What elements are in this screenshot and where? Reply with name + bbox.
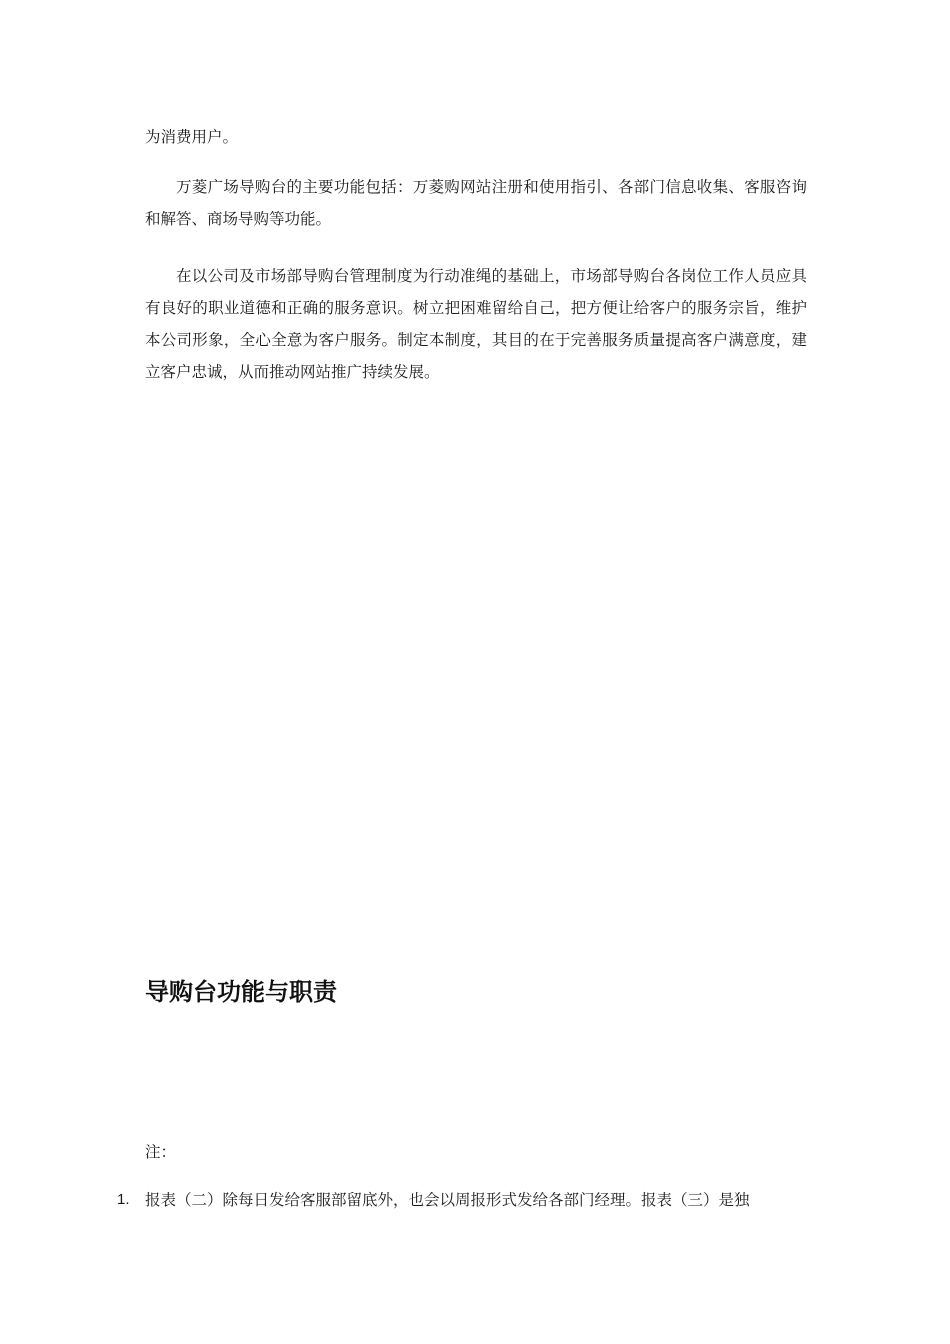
paragraph-continuation: 为消费用户。 [145,128,239,146]
paragraph-functions: 万菱广场导购台的主要功能包括：万菱购网站注册和使用指引、各部门信息收集、客服咨询和解答、商场导购等功能。 [145,178,807,228]
list-item-text: 报表（二）除每日发给客服部留底外，也会以周报形式发给各部门经理。报表（三）是独 [145,1191,750,1209]
paragraph-management: 在以公司及市场部导购台管理制度为行动准绳的基础上，市场部导购台各岗位工作人员应具有良好的职业道德和正确的服务意识。树立把困难留给自己，把方便让给客户的服务宗旨，维护本公司形象，全心全意为客户服务。制定本制度，其目的在于完善服务质量提高客户满意度，建立客户忠诚，从而推动网站推广持续发展。 [145,267,807,381]
list-item-number: 1. [117,1191,130,1208]
section-heading: 导购台功能与职责 [145,978,337,1006]
note-label: 注： [145,1143,177,1161]
